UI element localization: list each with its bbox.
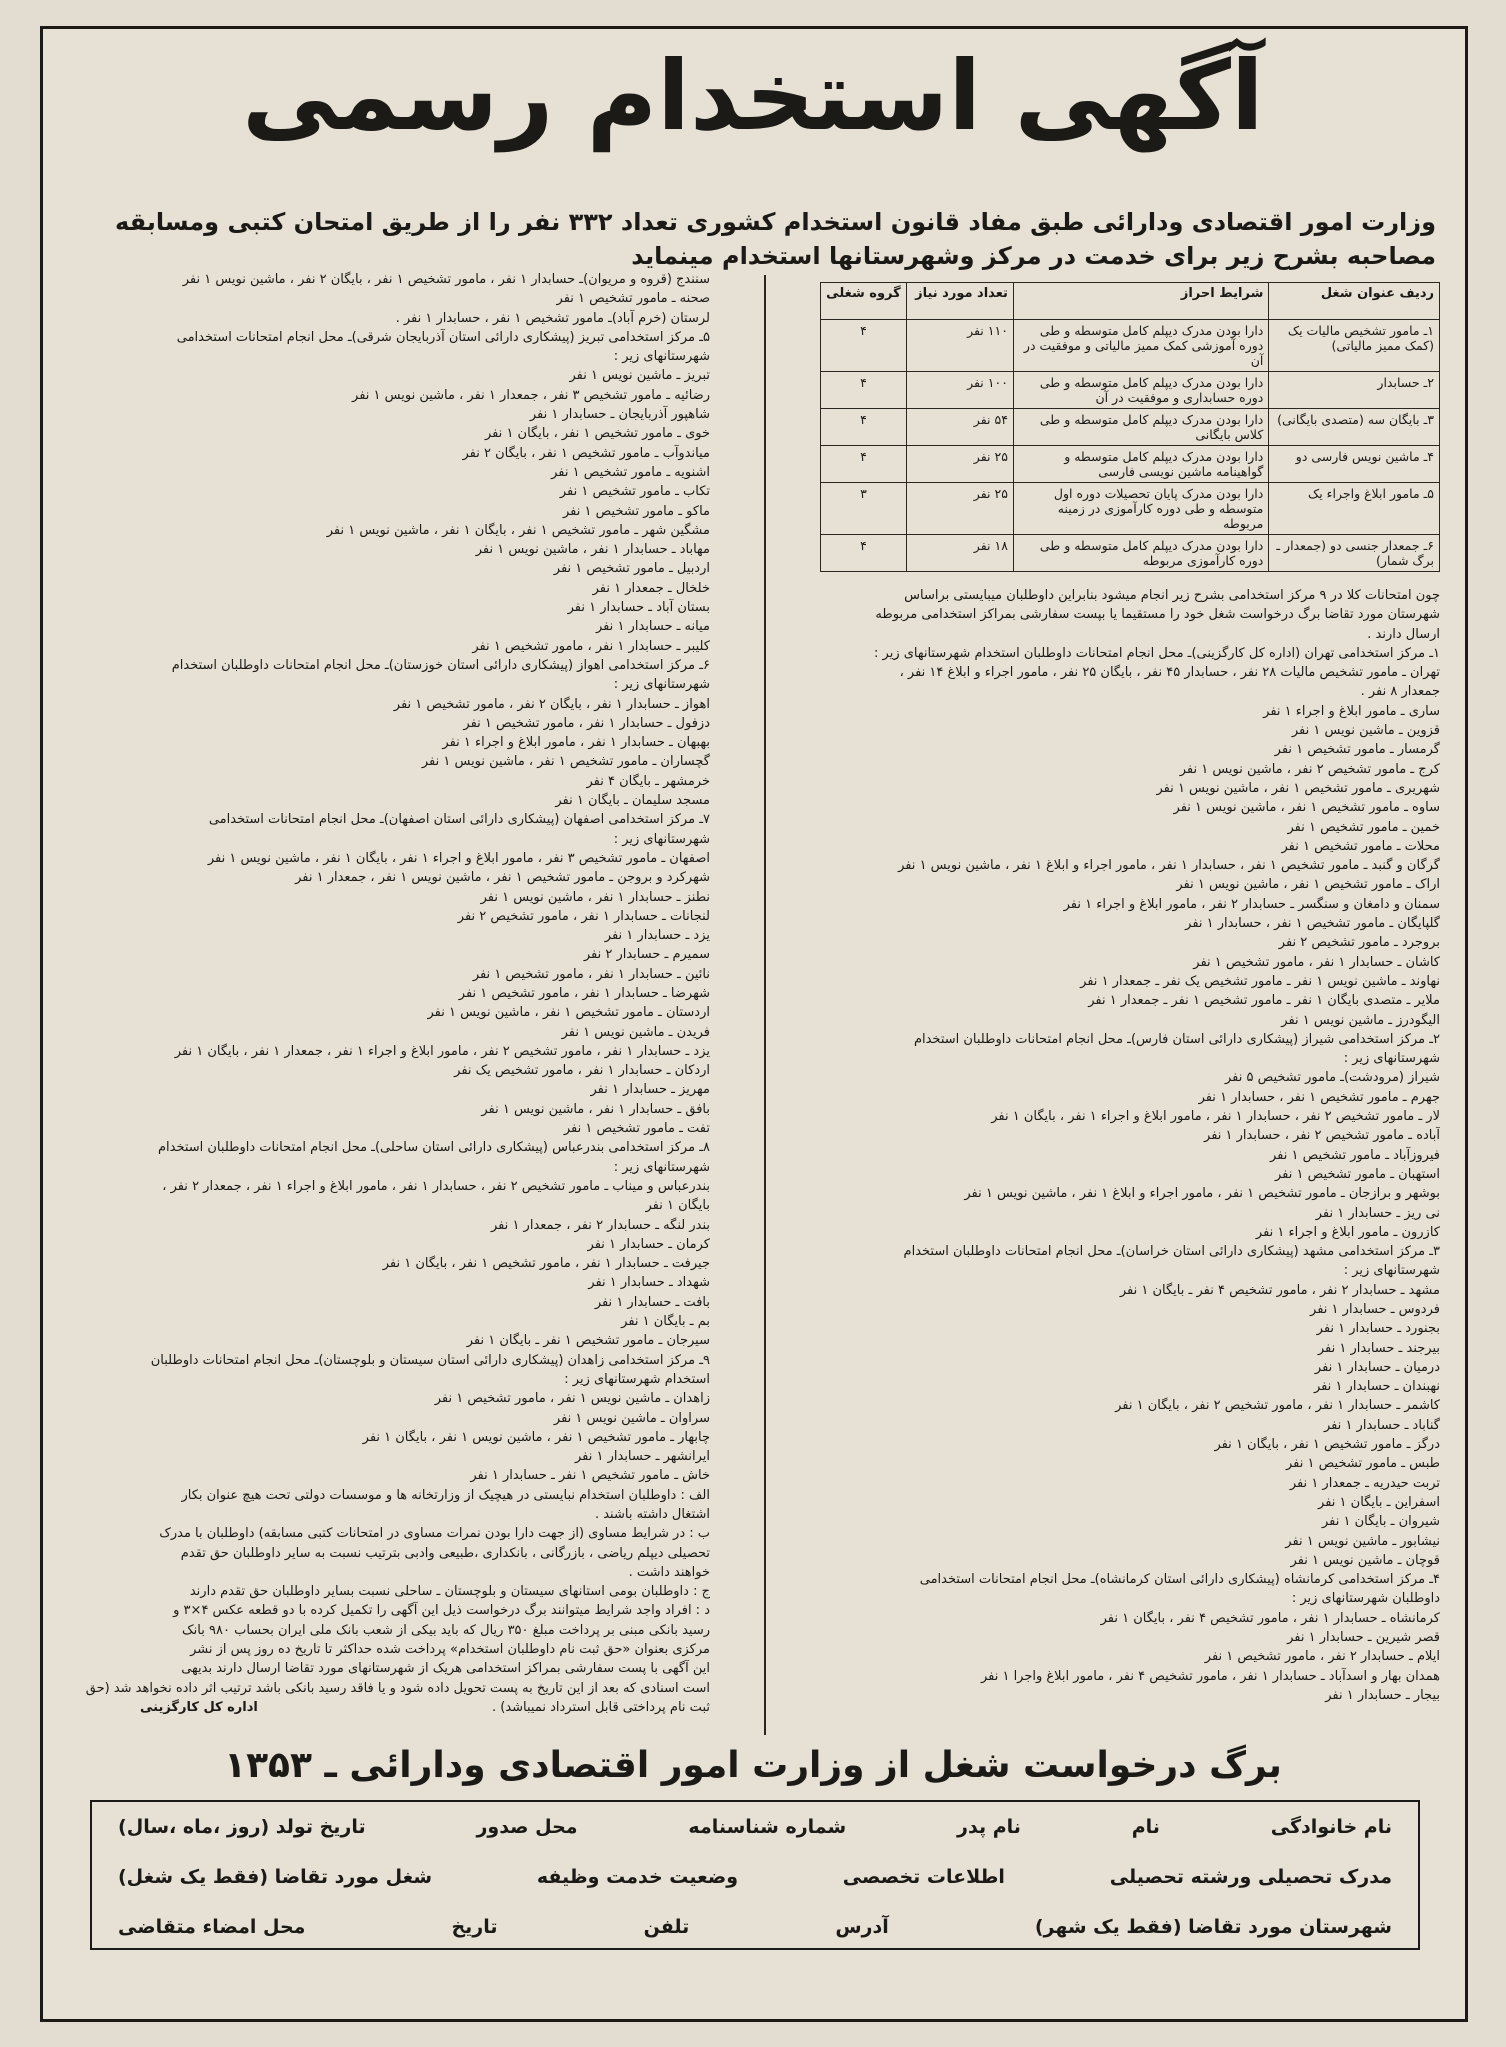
text-line: داوطلبان شهرستانهای زیر :	[1291, 1591, 1440, 1607]
form-row	[92, 1902, 1418, 1952]
cell-job: ۲ـ حسابدار	[1269, 372, 1440, 409]
form-field-label: اطلاعات تخصصی	[842, 1866, 1005, 1888]
form-field-label: شغل مورد تقاضا (فقط یک شغل)	[118, 1866, 433, 1888]
table-row	[821, 483, 1440, 535]
text-line: کرمانشاه ـ حسابدار ۱ نفر ، مامور تشخیص ۴ نفر ، بایگان ۱ نفر	[1100, 1610, 1440, 1626]
cell-requirement: دارا بودن مدرک دیپلم کامل متوسطه و طی دوره حسابداری و موفقیت در آن	[1013, 372, 1268, 409]
header-group: گروه شغلی	[821, 283, 907, 320]
text-line: ایلام ـ حسابدار ۲ نفر ، مامور تشخیص ۱ نفر	[1204, 1649, 1440, 1665]
text-line: ۸ـ مرکز استخدامی بندرعباس (پیشکاری دارائی استان ساحلی)ـ محل انجام امتحانات داوطلبان استخدام	[157, 1140, 710, 1156]
text-line: قوچان ـ ماشین نویس ۱ نفر	[1290, 1552, 1440, 1568]
text-line: تربت حیدریه ـ جمعدار ۱ نفر	[1289, 1475, 1440, 1491]
text-line: اردکان ـ حسابدار ۱ نفر ، مامور تشخیص یک نفر	[454, 1063, 710, 1079]
text-line: ۴ـ مرکز استخدامی کرمانشاه (پیشکاری دارائی استان کرمانشاه)ـ محل انجام امتحانات استخدامی	[919, 1572, 1440, 1588]
text-line	[70, 1717, 710, 1720]
cell-group: ۴	[821, 320, 907, 372]
text-line: همدان بهار و اسدآباد ـ حسابدار ۱ نفر ، مامور تشخیص ۴ نفر ، مامور ابلاغ واجرا ۱ نفر	[980, 1668, 1440, 1684]
text-line: شهرکرد و بروجن ـ مامور تشخیص ۱ نفر ، ماشین نویس ۱ نفر ، جمعدار ۱ نفر	[295, 870, 710, 886]
text-line: تحصیلی دیپلم ریاضی ، بازرگانی ، بانکداری ،طبیعی وادبی بترتیب نسبت به سایر داوطلبان حق تقدم	[180, 1545, 710, 1561]
text-line: ب : در شرایط مساوی (از جهت دارا بودن نمرات مساوی در امتحانات کتبی مسابقه) داوطلبان با مدرک	[159, 1526, 710, 1542]
text-line: اشنویه ـ مامور تشخیص ۱ نفر	[551, 464, 710, 480]
table-row	[821, 409, 1440, 446]
application-form	[90, 1800, 1420, 1950]
text-line: قصر شیرین ـ حسابدار ۱ نفر	[1287, 1630, 1440, 1646]
text-line: درمیان ـ حسابدار ۱ نفر	[1314, 1359, 1440, 1375]
text-line: شاهپور آذربایجان ـ حسابدار ۱ نفر	[529, 407, 710, 423]
table-row	[821, 320, 1440, 372]
text-line: مهاباد ـ حسابدار ۱ نفر ، ماشین نویس ۱ نفر	[475, 542, 710, 558]
right-column-text	[820, 586, 1440, 1705]
text-line: خلخال ـ جمعدار ۱ نفر	[592, 580, 710, 596]
text-line: الیگودرز ـ ماشین نویس ۱ نفر	[1281, 1012, 1440, 1028]
table-row	[821, 372, 1440, 409]
text-line: شیروان ـ بایگان ۱ نفر	[1322, 1514, 1440, 1530]
text-line: ثبت نام پرداختی قابل استرداد نمیباشد) .	[491, 1699, 710, 1715]
text-line: رسید بانکی مبنی بر پرداخت مبلغ ۳۵۰ ریال که باید بیکی از شعب بانک ملی ایران بحساب ۹۸۰ بانک	[182, 1622, 710, 1638]
text-line: گرمسار ـ مامور تشخیص ۱ نفر	[1274, 742, 1440, 758]
text-line: بم ـ بایگان ۱ نفر	[621, 1314, 710, 1330]
cell-job: ۴ـ ماشین نویس فارسی دو	[1269, 446, 1440, 483]
text-line: سیرجان ـ مامور تشخیص ۱ نفر ـ بایگان ۱ نفر	[466, 1333, 710, 1349]
subtitle: وزارت امور اقتصادی ودارائی طبق مفاد قانون استخدام کشوری تعداد ۳۳۲ نفر را از طریق امتحان کتبی ومسابقه مصاحبه بشرح زیر برای خدمت در مرکز وشهرستانها استخدام مینماید	[115, 208, 1436, 270]
text-line: بایگان ۱ نفر	[645, 1198, 710, 1214]
text-line: مشهد ـ حسابدار ۲ نفر ، مامور تشخیص ۴ نفر ـ بایگان ۱ نفر	[1119, 1282, 1440, 1298]
text-line: ۶ـ مرکز استخدامی اهواز (پیشکاری دارائی استان خوزستان)ـ محل انجام امتحانات داوطلبان استخدام	[171, 657, 710, 673]
text-line: شهرضا ـ حسابدار ۱ نفر ، مامور تشخیص ۱ نفر	[458, 985, 710, 1001]
text-line: ۳ـ مرکز استخدامی مشهد (پیشکاری دارائی استان خراسان)ـ محل انجام امتحانات داوطلبان استخدام	[903, 1244, 1440, 1260]
text-line: ۱ـ مرکز استخدامی تهران (اداره کل کارگزینی)ـ محل انجام امتحانات داوطلبان استخدام شهرستانهای زیر :	[874, 645, 1440, 661]
text-line: استهبان ـ مامور تشخیص ۱ نفر	[1274, 1166, 1440, 1182]
text-line: ج : داوطلبان بومی استانهای سیستان و بلوچستان ـ ساحلی نسبت بسایر داوطلبان حق تقدم دارند	[189, 1584, 710, 1600]
cell-count: ۵۴ نفر	[906, 409, 1013, 446]
text-line: سمنان و دامغان و سنگسر ـ حسابدار ۲ نفر ، مامور ابلاغ و اجراء ۱ نفر	[1063, 896, 1440, 912]
text-line: خرمشهر ـ بایگان ۴ نفر	[586, 773, 710, 789]
text-line: اهواز ـ حسابدار ۱ نفر ، بایگان ۲ نفر ، مامور تشخیص ۱ نفر	[393, 696, 710, 712]
text-line: آباده ـ مامور تشخیص ۲ نفر ، حسابدار ۱ نفر	[1204, 1128, 1440, 1144]
text-line: ۲ـ مرکز استخدامی شیراز (پیشکاری دارائی استان فارس)ـ محل انجام امتحانات داوطلبان استخدام	[913, 1031, 1440, 1047]
text-line: گناباد ـ حسابدار ۱ نفر	[1323, 1417, 1440, 1433]
form-field-label: نام	[1131, 1816, 1160, 1838]
text-line: ساری ـ مامور ابلاغ و اجراء ۱ نفر	[1263, 703, 1440, 719]
text-line: بافق ـ حسابدار ۱ نفر ، ماشین نویس ۱ نفر	[481, 1101, 710, 1117]
text-line: بجنورد ـ حسابدار ۱ نفر	[1316, 1321, 1440, 1337]
text-line: الف : داوطلبان استخدام نبایستی در هیچیک از وزارتخانه ها و موسسات دولتی تحت هیچ عنوان بکار	[181, 1487, 710, 1503]
text-line: د : افراد واجد شرایط میتوانند برگ درخواست ذیل این آگهی را تکمیل کرده با دو قطعه عکس ۴×۳ و	[173, 1603, 710, 1619]
text-line: سراوان ـ ماشین نویس ۱ نفر	[553, 1410, 710, 1426]
text-line: اردبیل ـ مامور تشخیص ۱ نفر	[553, 561, 710, 577]
cell-requirement: دارا بودن مدرک دیپلم کامل متوسطه و طی دوره کارآموزی مربوطه	[1013, 535, 1268, 572]
text-line: کلیبر ـ حسابدار ۱ نفر ، مامور تشخیص ۱ نفر	[472, 638, 710, 654]
text-line: نهاوند ـ ماشین نویس ۱ نفر ـ مامور تشخیص یک نفر ـ جمعدار ۱ نفر	[1080, 973, 1440, 989]
text-line: نائین ـ حسابدار ۱ نفر ، مامور تشخیص ۱ نفر	[472, 966, 710, 982]
table-row	[821, 535, 1440, 572]
text-line: خواهند داشت .	[628, 1564, 710, 1580]
form-field-label: محل صدور	[476, 1816, 578, 1838]
text-line: بستان آباد ـ حسابدار ۱ نفر	[567, 600, 710, 616]
text-line: شهرستانهای زیر :	[613, 1159, 710, 1175]
text-line: بوشهر و برازجان ـ مامور تشخیص ۱ نفر ، مامور اجراء و ابلاغ ۱ نفر ، ماشین نویس ۱ نفر	[964, 1186, 1440, 1202]
signature: اداره کل کارگزینی	[140, 1700, 258, 1715]
text-line: میاندوآب ـ مامور تشخیص ۱ نفر ، بایگان ۲ نفر	[462, 445, 710, 461]
text-line: یزد ـ حسابدار ۱ نفر	[604, 928, 710, 944]
form-field-label: محل امضاء متقاضی	[118, 1916, 306, 1938]
text-line: نیشابور ـ ماشین نویس ۱ نفر	[1285, 1533, 1440, 1549]
cell-requirement: دارا بودن مدرک پایان تحصیلات دوره اول متوسطه و طی دوره کارآموزی در زمینه مربوطه	[1013, 483, 1268, 535]
form-field-label: آدرس	[835, 1916, 889, 1938]
text-line: ارسال دارند .	[1367, 626, 1440, 642]
text-line: استخدام شهرستانهای زیر :	[564, 1371, 710, 1387]
text-line: خوی ـ مامور تشخیص ۱ نفر ، بایگان ۱ نفر	[484, 426, 710, 442]
form-field-label: نام خانوادگی	[1270, 1816, 1392, 1838]
text-line: مهریز ـ حسابدار ۱ نفر	[590, 1082, 710, 1098]
text-line: بروجرد ـ مامور تشخیص ۲ نفر	[1278, 935, 1440, 951]
form-field-label: تلفن	[643, 1916, 690, 1938]
text-line: گچساران ـ مامور تشخیص ۱ نفر ، ماشین نویس ۱ نفر	[421, 754, 710, 770]
text-line: فریدن ـ ماشین نویس ۱ نفر	[561, 1024, 710, 1040]
form-title: برگ درخواست شغل از وزارت امور اقتصادی ودارائی ـ ۱۳۵۳	[224, 1745, 1282, 1786]
text-line: اشتغال داشته باشند .	[594, 1507, 710, 1522]
header-count: تعداد مورد نیاز	[906, 283, 1013, 320]
cell-job: ۶ـ جمعدار جنسی دو (جمعدار ـ برگ شمار)	[1269, 535, 1440, 572]
text-line: ملایر ـ متصدی بایگان ۱ نفر ـ مامور تشخیص ۱ نفر ـ جمعدار ۱ نفر	[1088, 993, 1440, 1009]
table-header-row	[821, 283, 1440, 320]
left-column-text	[70, 270, 710, 1720]
form-field-label: شماره شناسنامه	[688, 1816, 847, 1838]
text-line: گرگان و گنبد ـ مامور تشخیص ۱ نفر ، حسابدار ۱ نفر ، مامور اجراء و ابلاغ ۱ نفر ، ماشین نویس ۱ نفر	[898, 858, 1440, 874]
text-line: مشگین شهر ـ مامور تشخیص ۱ نفر ، بایگان ۱ نفر ، ماشین نویس ۱ نفر	[326, 522, 710, 538]
text-line: شیراز (مرودشت)ـ مامور تشخیص ۵ نفر	[1224, 1070, 1440, 1086]
text-line: اسفراین ـ بایگان ۱ نفر	[1318, 1494, 1440, 1510]
text-line: بیرجند ـ حسابدار ۱ نفر	[1317, 1340, 1440, 1356]
text-line: گلپایگان ـ مامور تشخیص ۱ نفر ، حسابدار ۱ نفر	[1185, 916, 1440, 932]
text-line: بندرعباس و میناب ـ مامور تشخیص ۲ نفر ، حسابدار ۱ نفر ، مامور ابلاغ و اجراء ۱ نفر ، جمعدار ۲ نفر ،	[162, 1178, 710, 1194]
text-line: ماکو ـ مامور تشخیص ۱ نفر	[563, 503, 710, 519]
text-line: شهداد ـ حسابدار ۱ نفر	[588, 1275, 710, 1291]
cell-group: ۴	[821, 446, 907, 483]
text-line: سمیرم ـ حسابدار ۲ نفر	[583, 947, 710, 963]
text-line: یزد ـ حسابدار ۱ نفر ، مامور تشخیص ۲ نفر ، مامور ابلاغ و اجراء ۱ نفر ، جمعدار ۱ نفر ، بایگان ۱ نفر	[174, 1043, 710, 1059]
cell-group: ۴	[821, 409, 907, 446]
column-divider	[764, 275, 766, 1735]
text-line: لار ـ مامور تشخیص ۲ نفر ، حسابدار ۱ نفر ، مامور ابلاغ و اجراء ۱ نفر ، بایگان ۱ نفر	[991, 1109, 1440, 1125]
header-requirements: شرایط احراز	[1013, 283, 1268, 320]
text-line: درگز ـ مامور تشخیص ۱ نفر ، بایگان ۱ نفر	[1214, 1437, 1440, 1453]
cell-count: ۱۸ نفر	[906, 535, 1013, 572]
form-field-label: شهرستان مورد تقاضا (فقط یک شهر)	[1034, 1916, 1392, 1938]
text-line: تفت ـ مامور تشخیص ۱ نفر	[563, 1121, 710, 1137]
cell-job: ۵ـ مامور ابلاغ واجراء یک	[1269, 483, 1440, 535]
cell-job: ۳ـ بایگان سه (متصدی بایگانی)	[1269, 409, 1440, 446]
text-line: رضائیه ـ مامور تشخیص ۳ نفر ، جمعدار ۱ نفر ، ماشین نویس ۱ نفر	[352, 387, 710, 403]
text-line: چون امتحانات کلا در ۹ مرکز استخدامی بشرح زیر انجام میشود بنابراین داوطلبان میبایستی براساس	[904, 588, 1440, 603]
text-line: این آگهی با پست سفارشی بمراکز استخدامی هریک از شهرستانهای مورد تقاضا ارسال دارند بدیهی	[181, 1661, 710, 1677]
text-line: نطنز ـ حسابدار ۱ نفر ، ماشین نویس ۱ نفر	[480, 889, 710, 905]
text-line: تکاب ـ مامور تشخیص ۱ نفر	[559, 484, 710, 500]
text-line: ایرانشهر ـ حسابدار ۱ نفر	[574, 1449, 710, 1465]
text-line: لرستان (خرم آباد)ـ مامور تشخیص ۱ نفر ، حسابدار ۱ نفر .	[395, 310, 710, 326]
text-line: لنجانات ـ حسابدار ۱ نفر ، مامور تشخیص ۲ نفر	[457, 908, 710, 924]
text-line: طبس ـ مامور تشخیص ۱ نفر	[1285, 1456, 1440, 1472]
text-line: خمین ـ مامور تشخیص ۱ نفر	[1287, 819, 1440, 835]
cell-group: ۴	[821, 372, 907, 409]
cell-count: ۱۱۰ نفر	[906, 320, 1013, 372]
text-line: اراک ـ مامور تشخیص ۱ نفر ، ماشین نویس ۱ نفر	[1176, 877, 1440, 893]
text-line: فردوس ـ حسابدار ۱ نفر	[1310, 1301, 1440, 1317]
text-line: بهبهان ـ حسابدار ۱ نفر ، مامور ابلاغ و اجراء ۱ نفر	[442, 735, 710, 751]
form-field-label: مدرک تحصیلی ورشته تحصیلی	[1109, 1866, 1392, 1888]
text-line: کازرون ـ مامور ابلاغ و اجراء ۱ نفر	[1255, 1224, 1440, 1240]
jobs-table	[820, 282, 1440, 572]
header-job-title: ردیف عنوان شغل	[1269, 283, 1440, 320]
text-line: شهرستانهای زیر :	[613, 831, 710, 847]
cell-count: ۲۵ نفر	[906, 483, 1013, 535]
text-line: میانه ـ حسابدار ۱ نفر	[595, 619, 710, 635]
form-field-label: وضعیت خدمت وظیفه	[536, 1866, 739, 1888]
table-row	[821, 446, 1440, 483]
text-line: شهرستانهای زیر :	[613, 349, 710, 365]
text-line: چابهار ـ مامور تشخیص ۱ نفر ، ماشین نویس ۱ نفر ، بایگان ۱ نفر	[362, 1429, 710, 1445]
text-line: دزفول ـ حسابدار ۱ نفر ، مامور تشخیص ۱ نفر	[463, 715, 710, 731]
cell-group: ۳	[821, 483, 907, 535]
text-line: ۹ـ مرکز استخدامی زاهدان (پیشکاری دارائی استان سیستان و بلوچستان)ـ محل انجام امتحانات داوطلبان	[150, 1352, 710, 1368]
text-line: بافت ـ حسابدار ۱ نفر	[594, 1294, 710, 1310]
text-line: جهرم ـ مامور تشخیص ۱ نفر ، حسابدار ۱ نفر	[1198, 1089, 1440, 1105]
text-line: بیجار ـ حسابدار ۱ نفر	[1325, 1687, 1440, 1703]
form-row	[92, 1852, 1418, 1902]
text-line: ۵ـ مرکز استخدامی تبریز (پیشکاری دارائی استان آذربایجان شرقی)ـ محل انجام امتحانات استخدامی	[176, 329, 710, 345]
cell-job: ۱ـ مامور تشخیص مالیات یک (کمک ممیز مالیاتی)	[1269, 320, 1440, 372]
text-line: تبریز ـ ماشین نویس ۱ نفر	[569, 368, 710, 384]
text-line: فیروزآباد ـ مامور تشخیص ۱ نفر	[1269, 1147, 1440, 1163]
text-line: نهبندان ـ حسابدار ۱ نفر	[1313, 1379, 1440, 1395]
text-line: سنندج (قروه و مریوان)ـ حسابدار ۱ نفر ، مامور تشخیص ۱ نفر ، بایگان ۲ نفر ، ماشین نویس ۱ نفر	[182, 272, 710, 287]
form-field-label: تاریخ تولد (روز ،ماه ،سال)	[118, 1816, 366, 1838]
text-line: صحنه ـ مامور تشخیص ۱ نفر	[556, 291, 710, 307]
cell-group: ۴	[821, 535, 907, 572]
text-line: مسجد سلیمان ـ بایگان ۱ نفر	[555, 793, 710, 809]
text-line: خاش ـ مامور تشخیص ۱ نفر ـ حسابدار ۱ نفر	[470, 1468, 710, 1484]
text-line: زاهدان ـ ماشین نویس ۱ نفر ، مامور تشخیص ۱ نفر	[434, 1391, 710, 1407]
text-line: بندر لنگه ـ حسابدار ۲ نفر ، جمعدار ۱ نفر	[490, 1217, 710, 1233]
form-row	[92, 1802, 1418, 1852]
text-line: ساوه ـ مامور تشخیص ۱ نفر ، ماشین نویس ۱ نفر	[1173, 800, 1440, 816]
text-line: جیرفت ـ حسابدار ۱ نفر ، مامور تشخیص ۱ نفر ، بایگان ۱ نفر	[382, 1256, 710, 1272]
text-line: قزوین ـ ماشین نویس ۱ نفر	[1291, 723, 1440, 739]
text-line: کرمان ـ حسابدار ۱ نفر	[587, 1236, 710, 1252]
text-line: تهران ـ مامور تشخیص مالیات ۲۸ نفر ، حسابدار ۴۵ نفر ، بایگان ۲۵ نفر ، مامور اجراء و ابلاغ ۱۴ نفر ،	[899, 665, 1440, 681]
text-line: محلات ـ مامور تشخیص ۱ نفر	[1281, 838, 1440, 854]
text-line: شهرستانهای زیر :	[1343, 1263, 1440, 1279]
text-line: شهرستانهای زیر :	[1343, 1051, 1440, 1067]
form-field-label: تاریخ	[451, 1916, 498, 1938]
text-line: اردستان ـ مامور تشخیص ۱ نفر ، ماشین نویس ۱ نفر	[427, 1005, 710, 1021]
form-field-label: نام پدر	[957, 1816, 1021, 1838]
text-line: کرج ـ مامور تشخیص ۲ نفر ، ماشین نویس ۱ نفر	[1179, 761, 1440, 777]
text-line: کاشمر ـ حسابدار ۱ نفر ، مامور تشخیص ۲ نفر ، بایگان ۱ نفر	[1115, 1398, 1440, 1414]
text-line: جمعدار ۸ نفر .	[1360, 684, 1440, 700]
text-line: است اسنادی که بعد از این تاریخ به پست تحویل داده شود و یا فاقد رسید بانکی باشد ترتیب اثر داده نخواهد شد (حق	[85, 1680, 710, 1696]
text-line: شهریری ـ مامور تشخیص ۱ نفر ، ماشین نویس ۱ نفر	[1156, 780, 1440, 796]
text-line: ۷ـ مرکز استخدامی اصفهان (پیشکاری دارائی استان اصفهان)ـ محل انجام امتحانات استخدامی	[208, 812, 710, 828]
cell-count: ۱۰۰ نفر	[906, 372, 1013, 409]
cell-requirement: دارا بودن مدرک دیپلم کامل متوسطه و طی کلاس بایگانی	[1013, 409, 1268, 446]
page-title: آگهی استخدام رسمی	[242, 40, 1264, 152]
cell-count: ۲۵ نفر	[906, 446, 1013, 483]
cell-requirement: دارا بودن مدرک دیپلم کامل متوسطه و طی دوره آموزشی کمک ممیز مالیاتی و موفقیت در آن	[1013, 320, 1268, 372]
text-line: مرکزی بعنوان «حق ثبت نام داوطلبان استخدام» پرداخت شده حداکثر تا تاریخ ده روز پس از نشر	[190, 1642, 710, 1658]
text-line: کاشان ـ حسابدار ۱ نفر ، مامور تشخیص ۱ نفر	[1193, 954, 1440, 970]
text-line: شهرستانهای زیر :	[613, 677, 710, 693]
text-line: شهرستان مورد تقاضا برگ درخواست شغل خود را مستقیما یا بپست سفارشی بمراکز استخدامی مربوطه	[875, 607, 1440, 623]
text-line: اصفهان ـ مامور تشخیص ۳ نفر ، مامور ابلاغ و اجراء ۱ نفر ، بایگان ۱ نفر ، ماشین نویس ۱ نفر	[207, 850, 710, 866]
text-line: نی ریز ـ حسابدار ۱ نفر	[1315, 1205, 1440, 1221]
cell-requirement: دارا بودن مدرک دیپلم کامل متوسطه و گواهینامه ماشین نویسی فارسی	[1013, 446, 1268, 483]
